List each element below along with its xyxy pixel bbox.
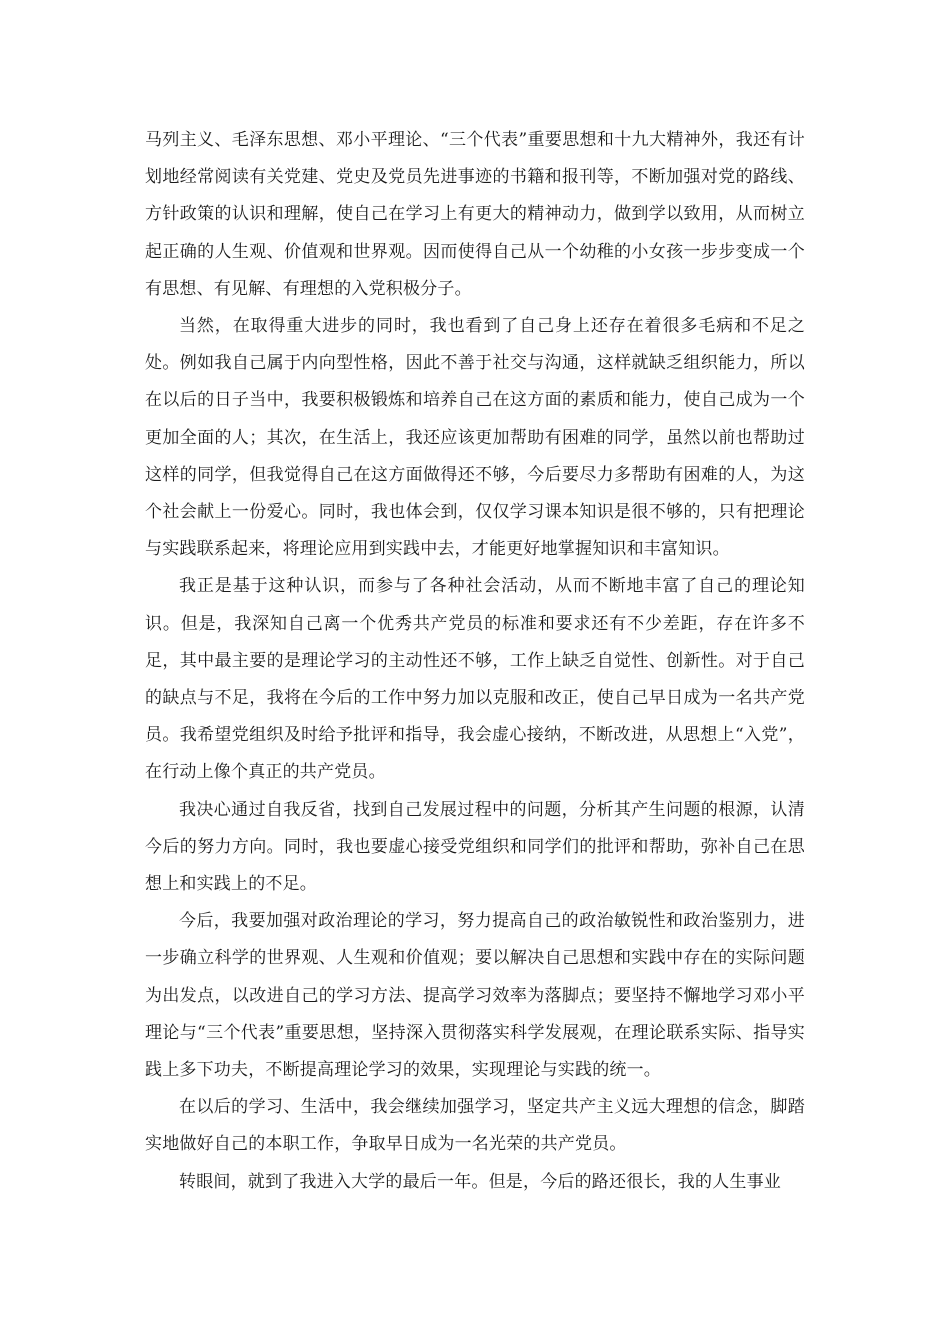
paragraph-3: 我正是基于这种认识，而参与了各种社会活动，从而不断地丰富了自己的理论知识。但是，我深知自己离一个优秀共产党员的标准和要求还有不少差距，存在许多不足，其中最主要的是理论学习的主动性还不够，工作上缺乏自觉性、创新性。对于自己的缺点与不足，我将在今后的工作中努力加以克服和改正，使自己早日成为一名共产党员。我希望党组织及时给予批评和指导，我会虚心接纳，不断改进，从思想上“入党”，在行动上像个真正的共产党员。 — [145, 576, 805, 783]
paragraph-1: 马列主义、毛泽东思想、邓小平理论、“三个代表”重要思想和十九大精神外，我还有计划地经常阅读有关党建、党史及党员先进事迹的书籍和报刊等，不断加强对党的路线、方针政策的认识和理解，使自己在学习上有更大的精神动力，做到学以致用，从而树立起正确的人生观、价值观和世界观。因而使得自己从一个幼稚的小女孩一步步变成一个有思想、有见解、有理想的入党积极分子。 — [145, 130, 805, 299]
paragraph-5: 今后，我要加强对政治理论的学习，努力提高自己的政治敏锐性和政治鉴别力，进一步确立科学的世界观、人生观和价值观；要以解决自己思想和实践中存在的实际问题为出发点，以改进自己的学习方法、提高学习效率为落脚点；要坚持不懈地学习邓小平理论与“三个代表”重要思想，坚持深入贯彻落实科学发展观，在理论联系实际、指导实践上多下功夫，不断提高理论学习的效果，实现理论与实践的统一。 — [145, 911, 805, 1081]
paragraph-6: 在以后的学习、生活中，我会继续加强学习，坚定共产主义远大理想的信念，脚踏实地做好自己的本职工作，争取早日成为一名光荣的共产党员。 — [145, 1097, 805, 1155]
paragraph-7: 转眼间，就到了我进入大学的最后一年。但是，今后的路还很长，我的人生事业 — [179, 1171, 781, 1192]
paragraph-4: 我决心通过自我反省，找到自己发展过程中的问题，分析其产生问题的根源，认清今后的努力方向。同时，我也要虚心接受党组织和同学们的批评和帮助，弥补自己在思想上和实践上的不足。 — [145, 799, 805, 895]
paragraph-2: 当然，在取得重大进步的同时，我也看到了自己身上还存在着很多毛病和不足之处。例如我自己属于内向型性格，因此不善于社交与沟通，这样就缺乏组织能力，所以在以后的日子当中，我要积极锻炼和培养自己在这方面的素质和能力，使自己成为一个更加全面的人；其次，在生活上，我还应该更加帮助有困难的同学，虽然以前也帮助过这样的同学，但我觉得自己在这方面做得还不够，今后要尽力多帮助有困难的人，为这个社会献上一份爱心。同时，我也体会到，仅仅学习课本知识是很不够的，只有把理论与实践联系起来，将理论应用到实践中去，才能更好地掌握知识和丰富知识。 — [145, 316, 805, 560]
document-body — [145, 122, 805, 1201]
